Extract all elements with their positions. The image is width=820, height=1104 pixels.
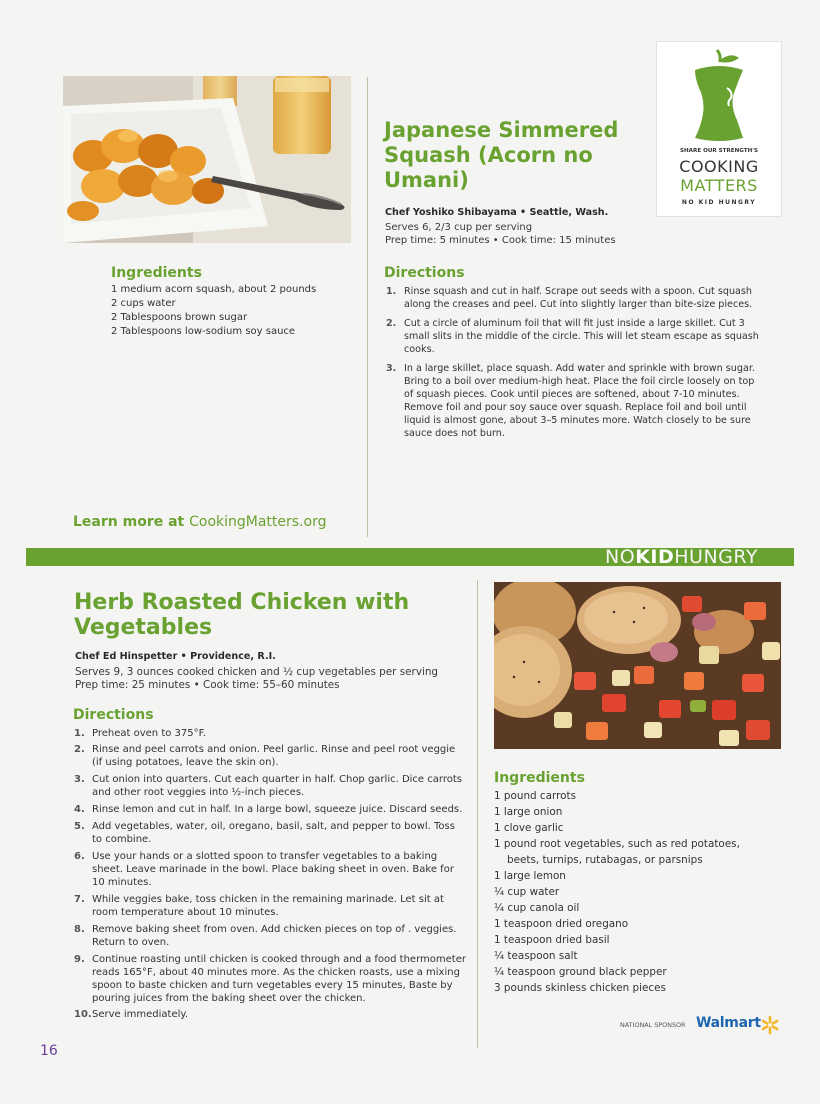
ingredient-item: ¼ teaspoon ground black pepper [494, 966, 667, 978]
recipe2-ingredients-list [494, 788, 784, 996]
sponsor-label: NATIONAL SPONSOR [620, 1021, 686, 1029]
step-number: 2. [74, 744, 85, 755]
direction-step [74, 820, 466, 846]
direction-step [386, 285, 761, 311]
step-text: Rinse lemon and cut in half. In a large bowl, squeeze juice. Discard seeds. [92, 804, 463, 815]
recipe2-directions-heading: Directions [73, 707, 154, 723]
ingredient-item: ¼ teaspoon salt [494, 950, 578, 962]
step-text: Serve immediately. [92, 1009, 189, 1020]
step-number: 2. [386, 318, 397, 329]
step-text: Use your hands or a slotted spoon to transfer vegetables to a baking sheet. Leave marinade in the bowl. Place baking sheet in oven. Bake for 10 minutes. [92, 851, 454, 888]
sponsor-line [620, 1015, 790, 1035]
cooking-matters-logo [656, 41, 782, 217]
recipe1-directions-heading: Directions [384, 265, 465, 281]
recipe1-times: Prep time: 5 minutes • Cook time: 15 minutes [385, 235, 616, 246]
learn-more-line [73, 514, 326, 530]
recipe1-chef: Chef Yoshiko Shibayama • Seattle, Wash. [385, 207, 609, 218]
recipe2-serves: Serves 9, 3 ounces cooked chicken and ½ cup vegetables per serving [75, 666, 439, 678]
step-text: In a large skillet, place squash. Add water and sprinkle with brown sugar. Bring to a boil over medium-high heat. Place the foil circle loosely on top of squash pieces. Cook until pieces are softened, about 7-10 minutes. Remove foil and pour soy sauce over squash. Replace foil and boil until liquid is almost gone, about 3–5 minutes more. Watch closely to be sure sauce does not burn. [404, 363, 755, 439]
step-number: 1. [74, 728, 85, 739]
ingredient-item: ¼ cup canola oil [494, 902, 580, 914]
ingredient-item: 1 pound carrots [494, 790, 576, 802]
recipe2-title: Herb Roasted Chicken with Vegetables [74, 590, 410, 640]
direction-step [74, 803, 466, 816]
recipe1-ingredients-list [111, 283, 361, 339]
logo-cooking: COOKING [679, 157, 759, 176]
step-number: 6. [74, 851, 85, 862]
step-number: 3. [386, 363, 397, 374]
logo-bottom-line: NO KID HUNGRY [681, 199, 757, 206]
recipe1-serves: Serves 6, 2/3 cup per serving [385, 222, 533, 233]
direction-step [74, 773, 466, 799]
recipe2-ingredients-heading: Ingredients [494, 770, 585, 786]
banner-kid: KID [635, 548, 675, 566]
step-text: Rinse squash and cut in half. Scrape out seeds with a spoon. Cut squash along the creases and peel. Cut into slightly larger than bite-size pieces. [404, 286, 753, 310]
recipe2-directions-list [74, 727, 466, 1021]
walmart-spark-icon [760, 1015, 780, 1035]
step-text: Remove baking sheet from oven. Add chicken pieces on top of . veggies. Return to oven. [92, 924, 457, 948]
direction-step [74, 1008, 466, 1021]
step-number: 8. [74, 924, 85, 935]
step-text: While veggies bake, toss chicken in the remaining marinade. Let sit at room temperature about 10 minutes. [92, 894, 444, 918]
step-number: 4. [74, 804, 85, 815]
direction-step [74, 923, 466, 949]
step-number: 9. [74, 954, 85, 965]
step-number: 3. [74, 774, 85, 785]
recipe2-times: Prep time: 25 minutes • Cook time: 55–60 minutes [75, 679, 340, 691]
step-text: Continue roasting until chicken is cooked through and a food thermometer reads 165°F, about 40 minutes more. As the chicken roasts, use a mixing spoon to baste chicken and turn vegetables every 15 minutes, Baste by pouring juices from the baking sheet over the chicken. [92, 954, 466, 1004]
banner-no: NO [605, 548, 636, 566]
ingredient-item: 2 Tablespoons low-sodium soy sauce [111, 326, 296, 337]
ingredient-item: 1 pound root vegetables, such as red potatoes, [494, 838, 740, 850]
step-text: Preheat oven to 375°F. [92, 728, 206, 739]
direction-step [74, 850, 466, 889]
learn-more-link[interactable]: CookingMatters.org [189, 514, 327, 530]
ingredient-item: 2 cups water [111, 298, 176, 309]
column-divider-bottom [477, 580, 478, 1048]
ingredient-item: 1 clove garlic [494, 822, 564, 834]
page-number: 16 [40, 1043, 58, 1059]
step-number: 7. [74, 894, 85, 905]
chicken-photo [494, 582, 781, 749]
banner-hungry: HUNGRY [674, 548, 758, 566]
ingredient-item: beets, turnips, rutabagas, or parsnips [507, 854, 703, 866]
apple-core-icon [687, 48, 751, 144]
direction-step [74, 953, 466, 1005]
step-number: 1. [386, 286, 397, 297]
direction-step [74, 743, 466, 769]
recipe1-directions-list [386, 285, 761, 440]
ingredient-item: 1 medium acorn squash, about 2 pounds [111, 284, 317, 295]
ingredient-item: 1 teaspoon dried basil [494, 934, 610, 946]
squash-photo [63, 76, 351, 243]
logo-top-line: SHARE OUR STRENGTH'S [679, 148, 759, 154]
recipe1-title: Japanese Simmered Squash (Acorn no Umani) [384, 118, 619, 192]
step-text: Cut a circle of aluminum foil that will fit just inside a large skillet. Cut 3 small slits in the middle of the circle. This will let steam escape as squash cooks. [404, 318, 759, 355]
step-number: 5. [74, 821, 85, 832]
logo-matters: MATTERS [680, 176, 758, 195]
recipe1-ingredients-heading: Ingredients [111, 265, 202, 281]
recipe2-chef: Chef Ed Hinspetter • Providence, R.I. [75, 651, 276, 662]
walmart-logo: Walmart [696, 1015, 761, 1031]
step-text: Rinse and peel carrots and onion. Peel garlic. Rinse and peel root veggie (if using potatoes, leave the skin on). [92, 744, 456, 768]
ingredient-item: 1 large onion [494, 806, 563, 818]
step-number: 10. [74, 1009, 92, 1020]
step-text: Cut onion into quarters. Cut each quarter in half. Chop garlic. Dice carrots and other root veggies into ½-inch pieces. [92, 774, 462, 798]
column-divider-top [367, 77, 368, 537]
step-text: Add vegetables, water, oil, oregano, basil, salt, and pepper to bowl. Toss to combine. [92, 821, 455, 845]
direction-step [386, 362, 761, 440]
no-kid-hungry-banner [26, 548, 794, 566]
direction-step [74, 893, 466, 919]
ingredient-item: 3 pounds skinless chicken pieces [494, 982, 666, 994]
ingredient-item: 1 teaspoon dried oregano [494, 918, 629, 930]
ingredient-item: ¼ cup water [494, 886, 560, 898]
direction-step [74, 727, 466, 740]
ingredient-item: 1 large lemon [494, 870, 566, 882]
banner-text [605, 548, 758, 566]
direction-step [386, 317, 761, 356]
learn-more-prefix: Learn more at [73, 514, 190, 530]
ingredient-item: 2 Tablespoons brown sugar [111, 312, 248, 323]
